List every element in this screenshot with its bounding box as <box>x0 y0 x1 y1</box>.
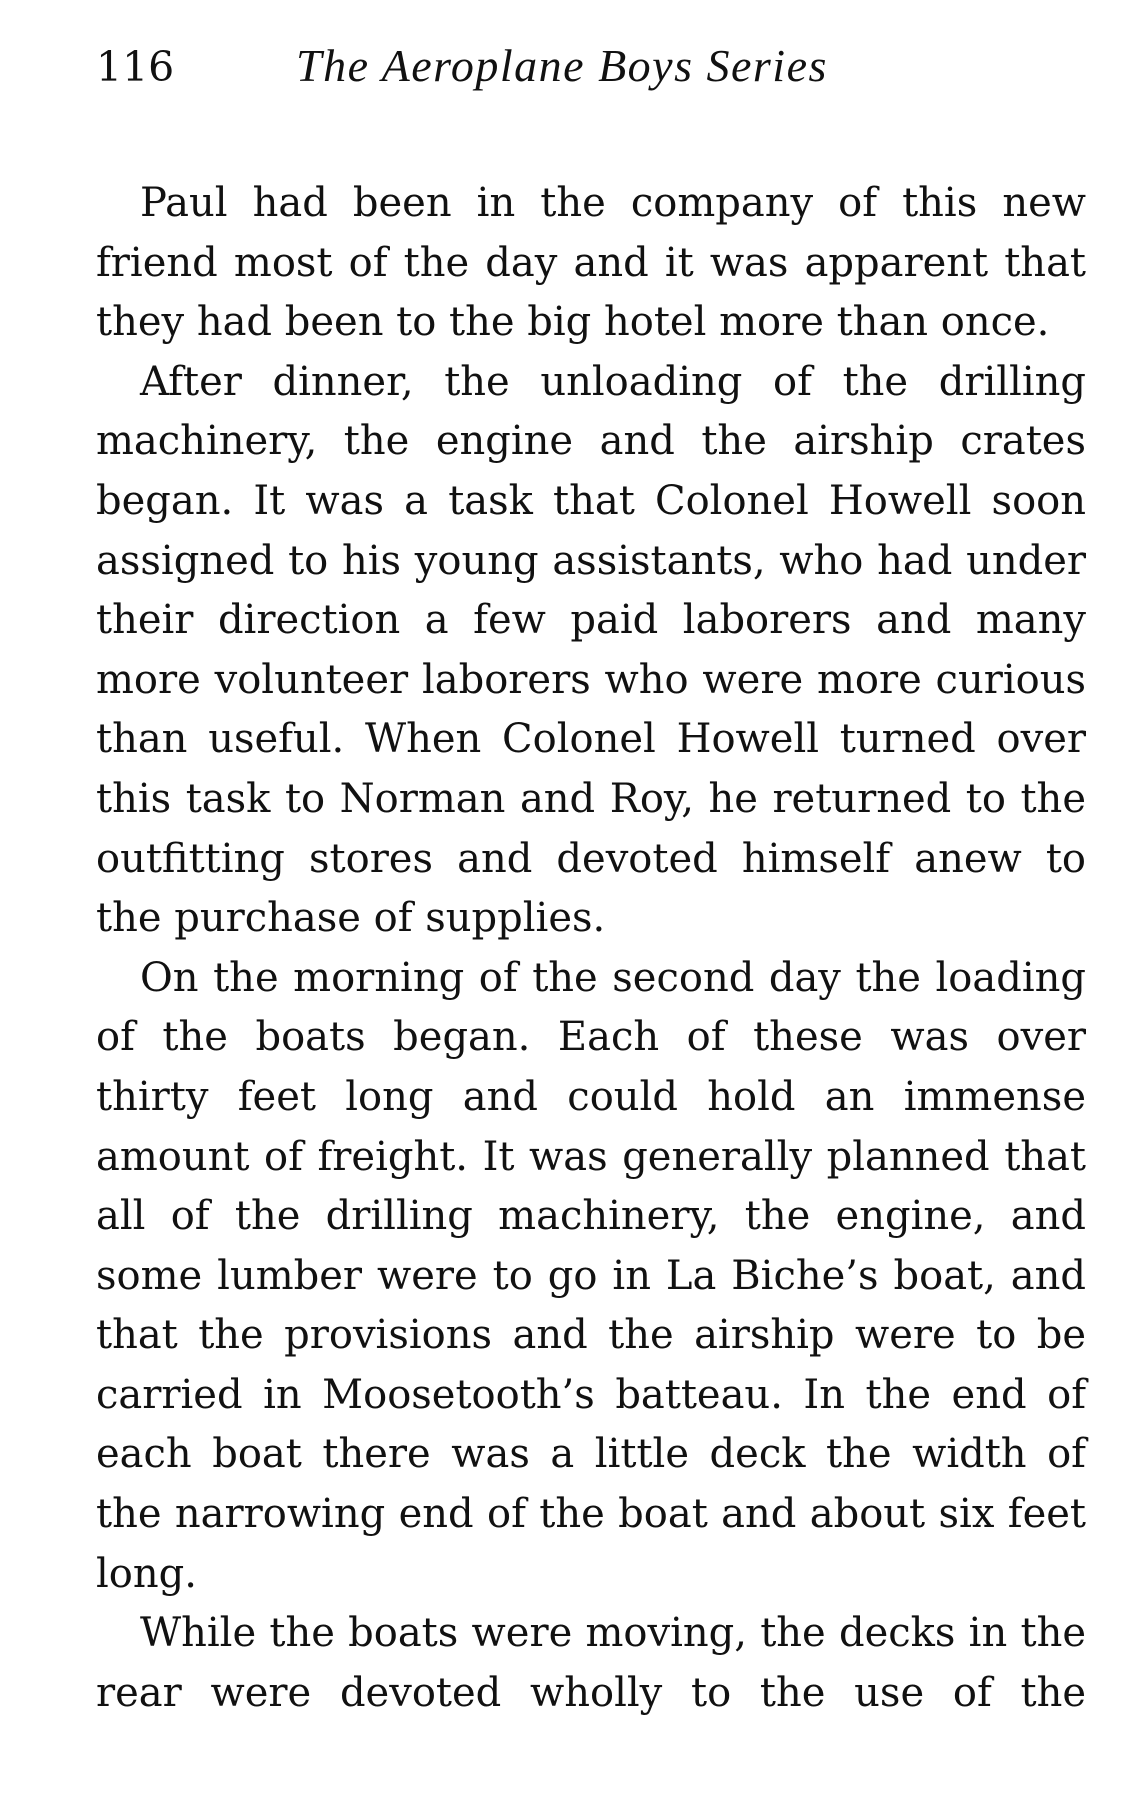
page-number: 116 <box>96 43 175 91</box>
page-body <box>96 174 1086 1723</box>
book-page <box>96 36 1086 1723</box>
paragraph: Paul had been in the company of this new friend most of the day and it was apparent that they had been to the big hotel more than once. <box>96 180 1086 346</box>
running-head-title: The Aeroplane Boys Series <box>296 40 828 91</box>
running-head <box>96 36 1086 96</box>
paragraph: After dinner, the unloading of the drilling machinery, the engine and the airship crates began. It was a task that Colonel Howell soon assigned to his young assistants, who had under their direction a few paid laborers and many more volunteer laborers who were more curious than useful. When Colonel Howell turned over this task to Norman and Roy, he returned to the outfitting stores and devoted himself anew to the purchase of supplies. <box>96 358 1086 942</box>
paragraph: On the morning of the second day the loading of the boats began. Each of these was over thirty feet long and could hold an immense amount of freight. It was generally planned that all of the drilling machinery, the engine, and some lumber were to go in La Biche’s boat, and that the provisions and the airship were to be carried in Moosetooth’s batteau. In the end of each boat there was a little deck the width of the narrowing end of the boat and about six feet long. <box>96 954 1086 1597</box>
paragraph: While the boats were moving, the decks in the rear were devoted wholly to the use of the <box>96 1610 1086 1716</box>
